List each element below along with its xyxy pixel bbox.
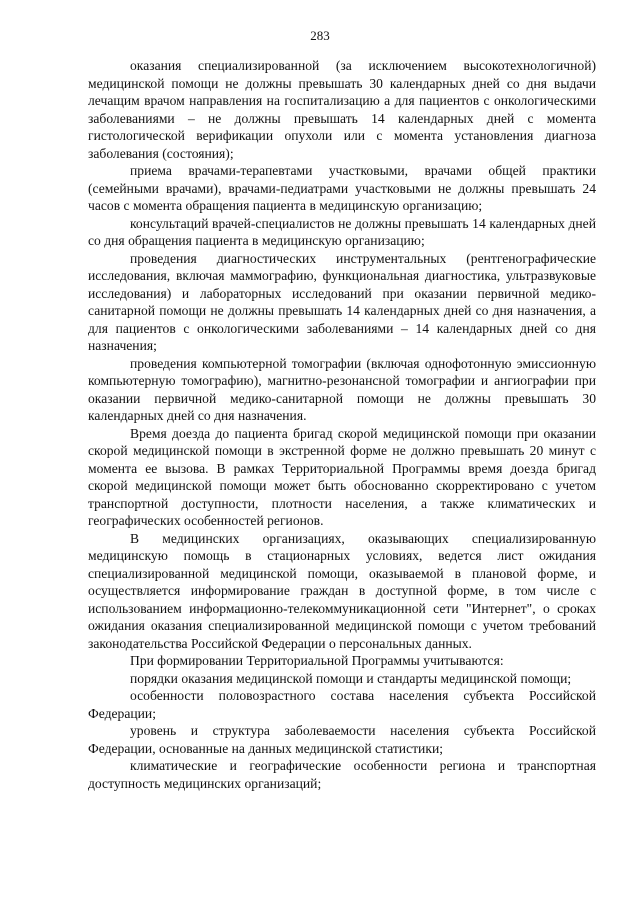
paragraph: Время доезда до пациента бригад скорой медицинской помощи при оказании скорой медицинской помощи в экстренной форме не должно превышать 20 минут с момента ее вызова. В рамках Территориальной Программы время доезда бригад скорой медицинской помощи может быть обоснованно скорректировано с учетом транспортной доступности, плотности населения, а также климатических и географических особенностей регионов. xyxy=(88,425,596,528)
paragraph: При формировании Территориальной Программы учитываются: xyxy=(130,653,504,668)
paragraph: приема врачами-терапевтами участковыми, врачами общей практики (семейными врачами), врачами-педиатрами участковыми не должны превышать 24 часов с момента обращения пациента в медицинскую организацию; xyxy=(88,163,596,213)
paragraph: проведения компьютерной томографии (включая однофотонную эмиссионную компьютерную томографию), магнитно-резонансной томографии и ангиографии при оказании первичной медико-санитарной помощи не должны превышать 30 календарных дней со дня назначения. xyxy=(88,355,596,423)
document-body xyxy=(88,57,596,792)
paragraph: консультаций врачей-специалистов не должны превышать 14 календарных дней со дня обращения пациента в медицинскую организацию; xyxy=(88,215,596,248)
paragraph: особенности половозрастного состава населения субъекта Российской Федерации; xyxy=(88,688,596,721)
paragraph: порядки оказания медицинской помощи и стандарты медицинской помощи; xyxy=(130,670,572,686)
paragraph: уровень и структура заболеваемости населения субъекта Российской Федерации, основанные на данных медицинской статистики; xyxy=(88,723,596,756)
paragraph: проведения диагностических инструментальных (рентгенографические исследования, включая маммографию, функциональная диагностика, ультразвуковые исследования) и лабораторных исследований при оказании первичной медико-санитарной помощи не должны превышать 14 календарных дней со дня назначения, а для пациентов с онкологическими заболеваниями – 14 календарных дней со дня назначения; xyxy=(88,250,596,353)
paragraph: климатические и географические особенности региона и транспортная доступность медицинских организаций; xyxy=(88,758,596,791)
page-number: 283 xyxy=(310,28,330,43)
paragraph: В медицинских организациях, оказывающих специализированную медицинскую помощь в стационарных условиях, ведется лист ожидания специализированной медицинской помощи, оказываемой в плановой форме, и осуществляется информирование граждан в доступной форме, в том числе с использованием информационно-телекоммуникационной сети "Интернет", о сроках ожидания оказания специализированной медицинской помощи с учетом требований законодательства Российской Федерации о персональных данных. xyxy=(88,530,596,651)
paragraph: оказания специализированной (за исключением высокотехнологичной) медицинской помощи не должны превышать 30 календарных дней со дня выдачи лечащим врачом направления на госпитализацию а для пациентов с онкологическими заболеваниями – не должны превышать 14 календарных дней с момента гистологической верификации опухоли или с момента установления диагноза заболевания (состояния); xyxy=(88,58,596,161)
